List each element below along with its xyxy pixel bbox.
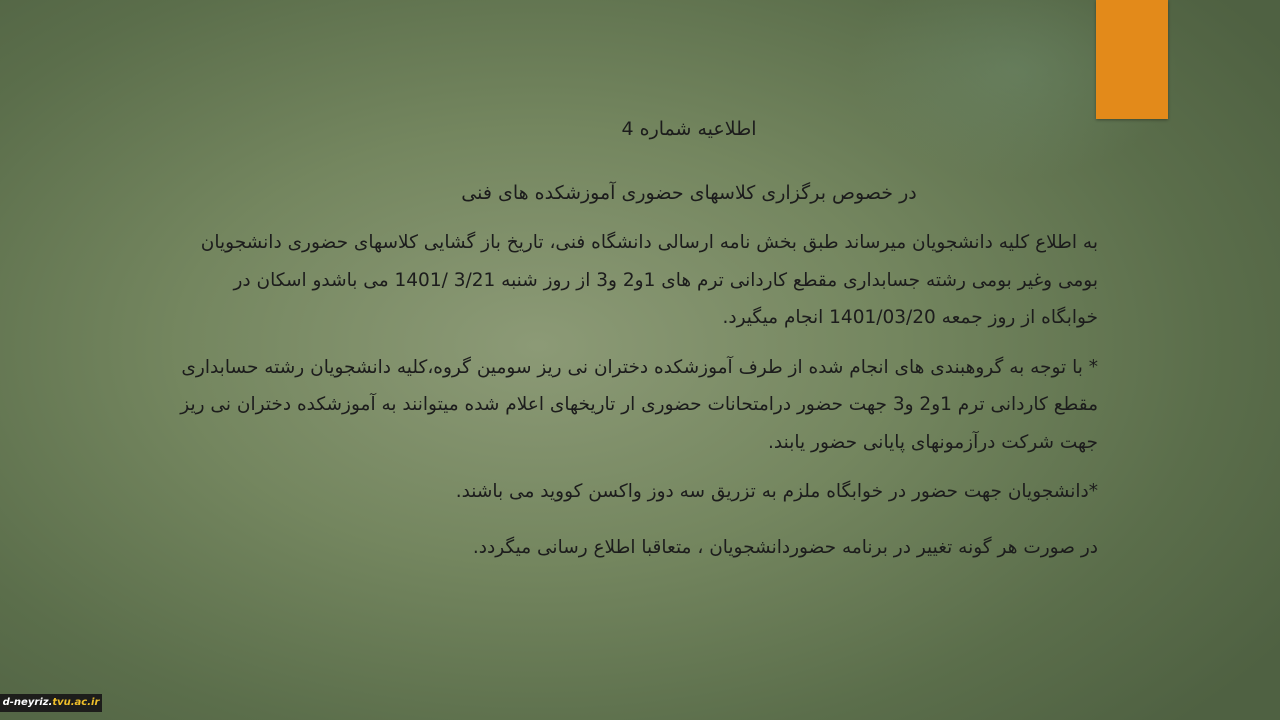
site-url-domain: tvu.ac.ir <box>52 697 100 708</box>
accent-tab <box>1096 0 1168 119</box>
notice-paragraph-exams: * با توجه به گروهبندی های انجام شده از طرف آموزشکده دختران نی ریز سومین گروه،کلیه دانشجویان رشته حسابداری مقطع کاردانی ترم 1و2 و3 جهت حضور درامتحانات حضوری ار تاریخهای اعلام شده میتوانند به آموزشکده دختران نی ریز جهت شرکت درآزمونهای پایانی حضور یابند. <box>180 356 1098 453</box>
notice-paragraph-vaccination: *دانشجویان جهت حضور در خوابگاه ملزم به تزریق سه دوز واکسن کووید می باشند. <box>455 481 1098 502</box>
notice-paragraph-changes: در صورت هر گونه تغییر در برنامه حضوردانشجویان ، متعاقبا اطلاع رسانی میگردد. <box>472 536 1098 558</box>
site-url-badge <box>0 694 102 712</box>
notice-body <box>180 112 1098 578</box>
notice-title: اطلاعیه شماره 4 <box>621 118 757 140</box>
notice-paragraph-reopening: به اطلاع کلیه دانشجویان میرساند طبق بخش نامه ارسالی دانشگاه فنی، تاریخ باز گشایی کلاسهای حضوری دانشجویان بومی وغیر بومی رشته جسابداری مقطع کاردانی ترم های 1و2 و3 از روز شنبه 3/21 /1401 می باشدو اسکان در خوابگاه از روز جمعه 1401/03/20 انجام میگیرد. <box>200 232 1098 328</box>
notice-subtitle: در خصوص برگزاری کلاسهای حضوری آموزشکده های فنی <box>461 182 917 204</box>
site-url-prefix: d-neyriz. <box>2 697 53 708</box>
